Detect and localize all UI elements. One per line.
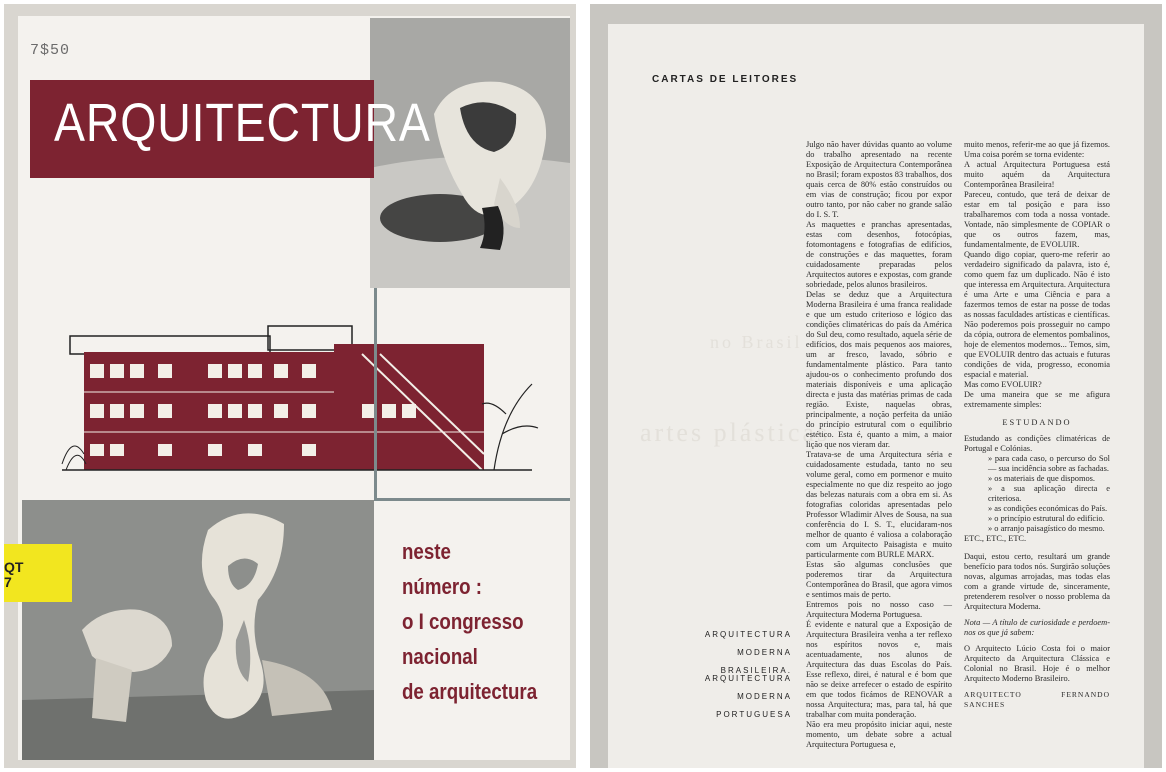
page-heading: CARTAS DE LEITORES	[652, 74, 799, 85]
divider-horizontal	[374, 498, 570, 501]
paragraph: Daqui, estou certo, resultará um grande benefício para todos nós. Surgirão soluções novas, algumas arrojadas, mas todas elas com a grande virtude de, sinceramente, pretenderem resolver o nosso problema da Arquitectura Moderna.	[964, 552, 1110, 611]
paragraph: De uma maneira que se me afigura extremamente simples:	[964, 390, 1110, 409]
paragraph: Pareceu, contudo, que terá de deixar de estar em tal posição e para isso trabalharemos com toda a nossa vontade. Vontade, não simplesmente de COPIAR o que os outros fazem, mas, fundamentalmente, de EVOLUIR.	[964, 190, 1110, 249]
building-elevation-drawing	[62, 304, 542, 484]
magazine-title: ARQUITECTURA	[54, 93, 431, 153]
show-through-text: artes plásticas	[640, 418, 831, 447]
teaser-line: número :	[402, 574, 483, 599]
side-title-line: ARQUITECTURA MODERNA	[704, 630, 792, 657]
signature: ARQUITECTO FERNANDO SANCHES	[964, 690, 1110, 709]
estudando-item: » as condições económicas do País.	[988, 504, 1108, 513]
paragraph: O Arquitecto Lúcio Costa foi o maior Arquitecto da Arquitectura Clássica e Colonial no Brasil. Hoje é o melhor Arquitecto Moderno Brasileiro.	[964, 644, 1110, 683]
sculpture-photo-bottom	[22, 500, 374, 760]
paragraph: Delas se deduz que a Arquitectura Moderna Brasileira é uma franca realidade e que um estudo criterioso e lógico das condições climatéricas do país da América do Sul deu, como resultado, aquela série de edifícios, dos mais pequenos aos maiores, um ar fresco, lavado, sóbrio e fundamentalmente plástico. Para tanto ajudou-os o conhecimento profundo dos materiais disponíveis e uma aplicação directa e justa das matérias primas de cada região. Existe, naquelas obras, principalmente, a noção perfeita da união do princípio estrutural com o equilíbrio estético. Esta é, quanto a mim, a maior lição que nos vieram dar.	[806, 290, 952, 449]
estudando-heading: ESTUDANDO	[1002, 418, 1072, 427]
show-through-text: no Brasil	[710, 332, 803, 352]
paragraph: Entremos pois no nosso caso — Arquitectura Moderna Portuguesa.	[806, 600, 952, 619]
paragraph: Estas são algumas conclusões que poderemos tirar da Arquitectura Contemporânea do Brasil, que agora vimos e sentimos mais de perto.	[806, 560, 952, 599]
paragraph: Quando digo copiar, quero-me referir ao verdadeiro significado da palavra, isto é, como quem faz um duplicado. Não é isto que interessa em Arquitectura. Arquitectura é uma Arte e uma Ciência e para a fazermos temos de estar na posse de todas as nossas faculdades artísticas e científicas. Não poderemos pois prosseguir no campo da cópia, outrora de elementos pombalinos, hoje de elementos modernos... Temos, sim, que EVOLUIR dentro das actuais e futuras condições de vida, progresso, economia espacial e material.	[964, 250, 1110, 379]
cover-price: 7$50	[30, 42, 71, 59]
teaser-line: nacional	[402, 644, 478, 669]
sculpture-illustration	[22, 500, 374, 760]
sticker-text	[4, 560, 23, 590]
estudando-item: » o arranjo paisagístico do mesmo.	[988, 524, 1105, 533]
library-label-sticker	[4, 544, 72, 602]
letter-column-left	[806, 140, 952, 749]
paragraph: Julgo não haver dúvidas quanto ao volume do trabalho apresentado na recente Exposição de Arquitectura Contemporânea no Brasil; foram expostos 83 trabalhos, dos quais cerca de 80% estão construídos ou em vias de construção; ficou por expor outro tanto, por não caber no grande salão do I. S. T.	[806, 140, 952, 219]
sculpture-illustration	[370, 18, 570, 288]
estudando-item: » o princípio estrutural do edifício.	[988, 514, 1105, 523]
paragraph: Mas como EVOLUIR?	[964, 380, 1042, 389]
divider-vertical	[374, 288, 377, 500]
teaser-line: de arquitectura	[402, 679, 538, 704]
sticker-line: QT	[4, 559, 24, 575]
letter-column-right	[964, 140, 1110, 740]
teaser-line: neste	[402, 539, 451, 564]
side-title-portugal	[652, 670, 792, 724]
sculpture-photo-top	[370, 18, 570, 288]
estudando-item: » para cada caso, o percurso do Sol — sua incidência sobre as fachadas.	[988, 454, 1110, 473]
paragraph: A actual Arquitectura Portuguesa está muito aquém da Arquitectura Contemporânea Brasileira!	[964, 160, 1110, 189]
side-title-line: PORTUGUESA	[716, 710, 792, 719]
teaser-line: o I congresso	[402, 609, 524, 634]
estudando-item: » os materiais de que dispomos.	[988, 474, 1095, 483]
estudando-item: » a sua aplicação directa e criteriosa.	[988, 484, 1110, 503]
paragraph: Tratava-se de uma Arquitectura séria e cuidadosamente estudada, tanto no seu volume geral, como em pormenor e muito especialmente no que diz respeito ao jogo das belezas naturais com a obra em si. As fotografias coloridas apresentadas pelo Professor Wladimir Alves de Sousa, na sua conferência do I. S. T., elucidaram-nos melhor de quanto é valiosa a colaboração com um Arquitecto Paisagista e muito particularmente com BURLE MARX.	[806, 450, 952, 559]
paragraph: Não era meu propósito iniciar aqui, neste momento, um debate sobre a actual Arquitectura Portuguesa e,	[806, 720, 952, 749]
paragraph: muito menos, referir-me ao que já fizemos. Uma coisa porém se torna evidente:	[964, 140, 1110, 159]
side-title-line: ARQUITECTURA MODERNA	[704, 674, 792, 701]
paragraph: As maquettes e pranchas apresentadas, estas com desenhos, fotocópias, fotomontagens e fotografias de edifícios, de construções e das maquettes, foram cuidadosamente preparadas pelos Arquitectos autores e expostas, com grande sobriedade, pelos alunos brasileiros.	[806, 220, 952, 289]
estudando-item: Estudando as condições climatéricas de Portugal e Colónias.	[964, 434, 1110, 453]
contents-teaser	[402, 534, 537, 709]
paragraph: É evidente e natural que a Exposição de Arquitectura Brasileira venha a ter reflexo nos espíritos novos e, mais acentuadamente, nos alunos de Arquitectura das duas Escolas do País. Esse reflexo, direi, é natural e é bom que não se deixe arrefecer o estado de espírito em que todos ficámos de RENOVAR a nossa Arquitectura; mas, para tal, há que trabalhar com muita ponderação.	[806, 620, 952, 719]
estudando-item: ETC., ETC., ETC.	[964, 534, 1027, 543]
magazine-cover	[4, 4, 576, 768]
side-title-line: BRASILEIRA.	[720, 666, 792, 675]
note-paragraph: Nota — A título de curiosidade e perdoem-nos os que já sabem:	[964, 618, 1110, 637]
sticker-line: 7	[4, 574, 12, 590]
